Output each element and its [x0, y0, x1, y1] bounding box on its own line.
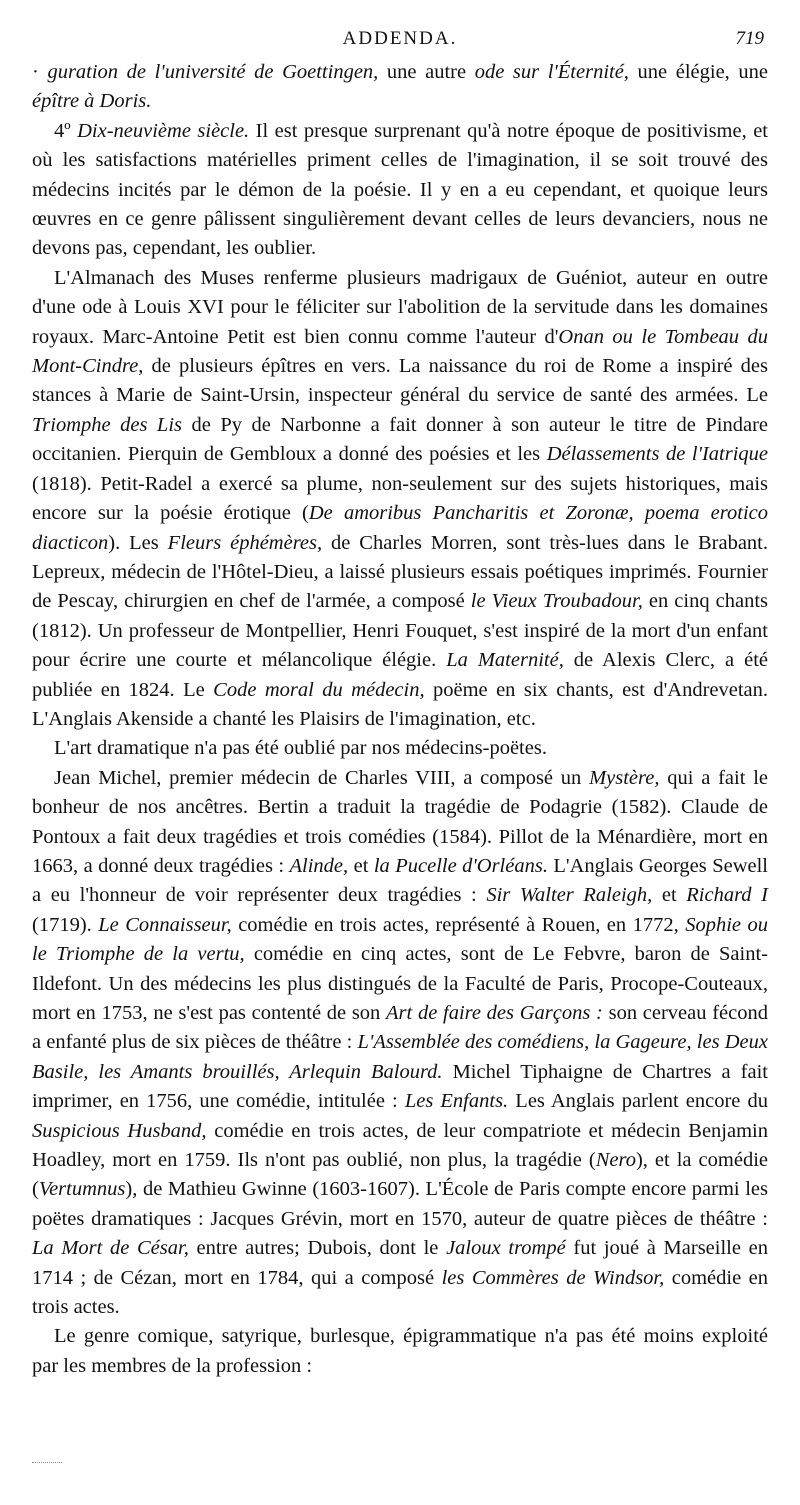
- italic-text: Le Connaisseur,: [98, 913, 232, 936]
- italic-text: Sir Walter Raleigh,: [486, 884, 653, 907]
- text-run: L'Anglais Georges Sewell a eu l'honneur de voir représenter deux tragédies :: [32, 854, 768, 907]
- italic-text: Dix-neuvième siècle.: [77, 119, 250, 142]
- text-run: son cerveau fécond a enfanté plus de six pièces de théâtre :: [32, 1002, 768, 1054]
- text-run: Les Anglais parlent encore du: [508, 1090, 768, 1113]
- text-run: en cinq chants (1812). Un professeur de Montpellier, Henri Fouquet, s'est inspiré de la mort d'un enfant pour écrire une courte et mélancolique élégie.: [32, 590, 768, 672]
- italic-text: Vertumnus: [38, 1178, 126, 1201]
- text-run: L'art dramatique n'a pas été oublié par nos médecins-poëtes.: [54, 737, 547, 760]
- text-run: de Charles Morren, sont très-lues dans le Brabant. Lepreux, médecin de l'Hôtel-Dieu, a laissé plusieurs essais poétiques imprimés. Fournier de Pescay, chirurgien en chef de l'armée, a composé: [32, 531, 768, 613]
- text-run: Le genre comique, satyrique, burlesque, épigrammatique n'a pas été moins exploité par les membres de la profession :: [32, 1325, 768, 1377]
- running-title: ADDENDA.: [342, 28, 458, 49]
- paragraph: [32, 734, 768, 763]
- text-run: Il est presque surprenant qu'à notre époque de positivisme, et où les satisfactions matérielles priment celles de l'imagination, il se soit trouvé des médecins incités par le démon de la poésie. Il y en a eu cependant, et quoique leurs œuvres en ce genre pâlissent singulièrement devant celles de leurs devanciers, nous ne devons pas, cependant, les oublier.: [32, 119, 768, 260]
- text-run: une autre: [378, 61, 475, 83]
- italic-text: Nero: [595, 1149, 636, 1172]
- italic-text: La Mort de César,: [32, 1237, 189, 1260]
- italic-text: Délassements de l'Iatrique: [546, 443, 768, 466]
- italic-text: guration de l'université de Goettingen,: [47, 61, 379, 83]
- italic-text: Jaloux trompé: [446, 1237, 566, 1260]
- paragraph: [32, 264, 768, 735]
- text-run: fut joué à Marseille en 1714 ; de Cézan, mort en 1784, qui a composé: [32, 1237, 768, 1289]
- italic-text: Onan ou le Tombeau du Mont-Cindre,: [32, 325, 768, 378]
- italic-text: Code moral du médecin,: [213, 678, 425, 701]
- text-run: (1719).: [32, 913, 99, 936]
- text-run: comédie en trois actes, représenté à Rouen, en 1772,: [231, 913, 686, 936]
- italic-text: épître à Doris.: [32, 90, 152, 113]
- text-run: ). Les: [108, 531, 168, 554]
- text-run: comédie en trois actes, de leur compatriote et médecin Benjamin Hoadley, mort en 1759. Ils n'ont pas oublié, non plus, la tragédie (: [32, 1119, 768, 1172]
- italic-text: L'Assemblée des comédiens, la Gageure, les Deux Basile, les Amants brouillés, Arlequin Balourd.: [32, 1031, 768, 1083]
- text-run: ), et la comédie (: [32, 1149, 768, 1201]
- text-run: ), de Mathieu Gwinne (1603-1607). L'École de Paris compte encore parmi les poëtes dramatiques : Jacques Grévin, mort en 1570, auteur de quatre pièces de théâtre :: [32, 1178, 768, 1230]
- italic-text: Suspicious Husband,: [32, 1119, 207, 1142]
- text-run: Jean Michel, premier médecin de Charles VIII, a composé un: [54, 766, 590, 789]
- italic-text: la Pucelle d'Orléans.: [373, 854, 548, 877]
- text-run: comédie en cinq actes, sont de Le Febvre, baron de Saint-Ildefont. Un des médecins les plus distingués de la Faculté de Paris, Procope-Couteaux, mort en 1753, ne s'est pas contenté de son: [32, 943, 768, 1024]
- page-header: [32, 28, 768, 58]
- page-number: 719: [735, 28, 764, 49]
- text-run: comédie en trois actes.: [32, 1266, 768, 1319]
- paragraph: [32, 764, 768, 1323]
- italic-text: Les Enfants.: [404, 1090, 509, 1113]
- italic-text: ode sur l'Éternité,: [474, 61, 629, 83]
- text-run: Michel Tiphaigne de Chartres a fait imprimer, en 1756, une comédie, intitulée :: [32, 1060, 768, 1113]
- text-run: de Py de Narbonne a fait donner à son auteur le titre de Pindare occitanien. Pierquin de Gembloux a donné des poésies et les: [32, 413, 769, 466]
- text-run: et: [652, 884, 687, 907]
- text-run: poëme en six chants, est d'Andrevetan. L'Anglais Akenside a chanté les Plaisirs de l'imagination, etc.: [32, 678, 769, 730]
- paragraph: [32, 117, 768, 264]
- text-run: qui a fait le bonheur de nos ancêtres. Bertin a traduit la tragédie de Podagrie (1582). Claude de Pontoux a fait deux tragédies et trois comédies (1584). Pillot de la Ménardière, mort en 1663, a donné deux tragédies :: [32, 766, 768, 877]
- text-run: L'Almanach des Muses renferme plusieurs madrigaux de Guéniot, auteur en outre d'une ode à Louis XVI pour le féliciter sur l'abolition de la servitude dans les domaines royaux. Marc-Antoine Petit est bien connu comme l'auteur d': [32, 266, 768, 348]
- italic-text: les Commères de Windsor,: [441, 1266, 665, 1289]
- italic-text: Triomphe des Lis: [32, 413, 182, 436]
- paragraph: [32, 58, 768, 117]
- italic-text: La Maternité,: [446, 649, 564, 672]
- italic-text: le Vieux Troubadour,: [470, 590, 643, 613]
- italic-text: Richard I: [686, 884, 768, 907]
- book-page: [32, 28, 768, 1381]
- text-run: 4º: [54, 119, 78, 142]
- text-run: entre autres; Dubois, dont le: [188, 1237, 447, 1260]
- text-run: de Alexis Clerc, a été publiée en 1824. Le: [32, 649, 768, 701]
- paragraph: [32, 1322, 768, 1381]
- text-run: de plusieurs épîtres en vers. La naissance du roi de Rome a inspiré des stances à Marie de Saint-Ursin, inspecteur général du service de santé des armées. Le: [32, 355, 768, 407]
- text-run: et: [348, 854, 374, 877]
- italic-text: Sophie ou le Triomphe de la vertu,: [32, 913, 768, 966]
- text-run: (1818). Petit-Radel a exercé sa plume, non-seulement sur des sujets historiques, mais encore sur la poésie érotique (: [32, 472, 768, 525]
- text-run: ·: [32, 61, 48, 83]
- body-text: [32, 58, 768, 1381]
- footer-rule: [32, 1462, 62, 1463]
- italic-text: Fleurs éphémères,: [167, 531, 323, 554]
- italic-text: Art de faire des Garçons :: [386, 1002, 603, 1024]
- text-run: une élégie, une: [628, 61, 769, 83]
- italic-text: De amoribus Pancharitis et Zoronæ, poema erotico diacticon: [32, 502, 768, 554]
- italic-text: Mystère,: [589, 766, 660, 789]
- italic-text: Alinde,: [289, 854, 349, 877]
